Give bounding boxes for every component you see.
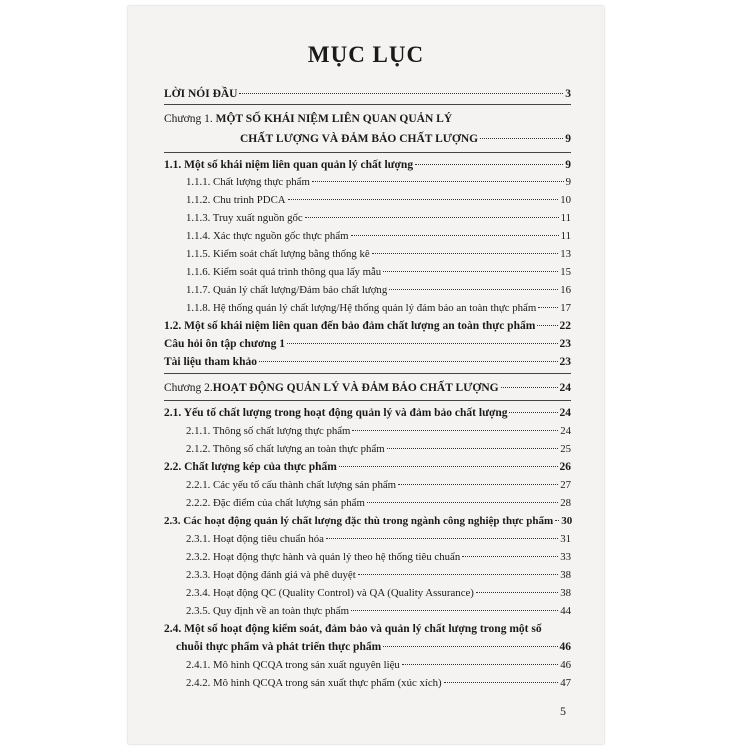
toc-entry-2-2-2[interactable]	[186, 497, 571, 510]
toc-entry-2-4-1[interactable]	[186, 659, 571, 672]
toc-page: 22	[559, 320, 571, 332]
dot-leader	[351, 235, 559, 236]
toc-page: 11	[560, 212, 571, 224]
dot-leader	[387, 448, 559, 449]
toc-label: 2.3.4. Hoạt động QC (Quality Control) và QA (Quality Assurance)	[186, 587, 474, 599]
toc-label: 2.1. Yếu tố chất lượng trong hoạt động quản lý và đảm bảo chất lượng	[164, 407, 508, 419]
toc-page: 17	[560, 302, 571, 314]
divider	[164, 373, 571, 374]
dot-leader	[537, 325, 557, 326]
toc-entry-1-1[interactable]	[164, 159, 571, 172]
toc-page: 44	[560, 605, 571, 617]
chapter-title: MỘT SỐ KHÁI NIỆM LIÊN QUAN QUẢN LÝ	[215, 113, 453, 125]
chapter-prefix: Chương 2.	[164, 382, 213, 394]
toc-entry-chapter-1-cont[interactable]	[240, 133, 571, 145]
toc-label: 2.4.1. Mô hình QCQA trong sản xuất nguyên liệu	[186, 659, 400, 671]
toc-entry-chapter-2[interactable]	[164, 382, 571, 395]
toc-label: 2.4.2. Mô hình QCQA trong sản xuất thực phẩm (xúc xích)	[186, 677, 442, 689]
dot-leader	[287, 343, 558, 344]
toc-page: 47	[560, 677, 571, 689]
toc-page: 11	[560, 230, 571, 242]
dot-leader	[367, 502, 558, 503]
chapter-prefix: Chương 1.	[164, 113, 216, 125]
toc-entry-2-4-2[interactable]	[186, 677, 571, 690]
toc-label: 2.2. Chất lượng kép của thực phẩm	[164, 461, 337, 473]
toc-label: 1.1.6. Kiểm soát quá trình thông qua lấy mẫu	[186, 266, 382, 278]
toc-page: 13	[560, 248, 571, 260]
toc-entry-2-1-1[interactable]	[186, 425, 571, 438]
dot-leader	[402, 664, 558, 665]
toc-page: 33	[560, 551, 571, 563]
toc-entry-1-1-4[interactable]	[186, 230, 571, 243]
toc-label: 2.3.1. Hoạt động tiêu chuẩn hóa	[186, 533, 324, 545]
toc-label-cont: chuỗi thực phẩm và phát triển thực phẩm	[176, 641, 382, 653]
page-title: MỤC LỤC	[307, 42, 425, 67]
dot-leader	[501, 387, 558, 388]
toc-entry-chapter-1[interactable]	[164, 113, 571, 125]
toc-label: Tài liệu tham khảo	[164, 356, 257, 368]
toc-entry-1-1-5[interactable]	[186, 248, 571, 261]
toc-page: 9	[565, 133, 571, 145]
dot-leader	[509, 412, 557, 413]
toc-entry-2-2[interactable]	[164, 461, 571, 474]
toc-entry-1-1-7[interactable]	[186, 284, 571, 297]
page-number: 5	[560, 704, 566, 718]
toc-page: 16	[560, 284, 571, 296]
chapter-title: HOẠT ĐỘNG QUẢN LÝ VÀ ĐẢM BẢO CHẤT LƯỢNG	[212, 382, 499, 394]
toc-page: 28	[560, 497, 571, 509]
dot-leader	[351, 610, 558, 611]
toc-entry-review-1[interactable]	[164, 338, 571, 351]
toc-entry-2-3-3[interactable]	[186, 569, 571, 582]
toc-label: 1.1.7. Quản lý chất lượng/Đảm bảo chất lượng	[186, 284, 388, 296]
toc-entry-2-4[interactable]	[164, 623, 571, 635]
divider	[164, 400, 571, 401]
dot-leader	[352, 430, 558, 431]
toc-page: 38	[560, 569, 571, 581]
toc-label: 1.2. Một số khái niệm liên quan đến bảo đảm chất lượng an toàn thực phẩm	[164, 320, 536, 332]
dot-leader	[372, 253, 559, 254]
dot-leader	[305, 217, 559, 218]
toc-page: 24	[560, 425, 571, 437]
toc-page: 3	[565, 88, 571, 100]
toc-entry-2-3-5[interactable]	[186, 605, 571, 618]
toc-label: 1.1.8. Hệ thống quản lý chất lượng/Hệ thống quản lý đảm bảo an toàn thực phẩm	[186, 302, 537, 314]
toc-label: 1.1.2. Chu trình PDCA	[186, 194, 286, 206]
toc-entry-references-1[interactable]	[164, 356, 571, 369]
toc-page: 10	[560, 194, 571, 206]
toc-page: 46	[560, 659, 571, 671]
toc-page: 23	[559, 338, 571, 350]
toc-page: 24	[559, 407, 571, 419]
toc-entry-1-1-2[interactable]	[186, 194, 571, 207]
toc-entry-2-3-1[interactable]	[186, 533, 571, 546]
toc-entry-2-1[interactable]	[164, 407, 571, 420]
toc-page: 46	[559, 641, 571, 653]
toc-label: 1.1.1. Chất lượng thực phẩm	[186, 176, 310, 188]
dot-leader	[555, 520, 559, 521]
toc-entry-1-1-8[interactable]	[186, 302, 571, 315]
toc-page: 26	[559, 461, 571, 473]
dot-leader	[239, 93, 563, 94]
toc-entry-2-3-4[interactable]	[186, 587, 571, 600]
toc-page: 38	[560, 587, 571, 599]
dot-leader	[288, 199, 559, 200]
toc-label: 2.4. Một số hoạt động kiểm soát, đảm bảo và quản lý chất lượng trong một số	[164, 623, 542, 635]
toc-page: 23	[559, 356, 571, 368]
toc-label: 2.3.5. Quy định về an toàn thực phẩm	[186, 605, 349, 617]
toc-page: 24	[559, 382, 571, 394]
chapter-title-cont: CHẤT LƯỢNG VÀ ĐẢM BẢO CHẤT LƯỢNG	[240, 133, 479, 145]
dot-leader	[480, 138, 563, 139]
toc-entry-2-3-2[interactable]	[186, 551, 571, 564]
toc-entry-2-2-1[interactable]	[186, 479, 571, 492]
dot-leader	[383, 271, 558, 272]
toc-page: 9	[565, 176, 571, 188]
toc-entry-1-1-3[interactable]	[186, 212, 571, 225]
toc-label: 1.1.5. Kiểm soát chất lượng bằng thống kê	[186, 248, 370, 260]
toc-label: Câu hỏi ôn tập chương 1	[164, 338, 285, 350]
dot-leader	[259, 361, 558, 362]
toc-page: 15	[560, 266, 571, 278]
toc-label: 2.2.1. Các yếu tố cấu thành chất lượng sản phẩm	[186, 479, 397, 491]
dot-leader	[462, 556, 558, 557]
toc-entry-1-2[interactable]	[164, 320, 571, 333]
divider	[164, 152, 571, 153]
toc-page: 27	[560, 479, 571, 491]
toc-entry-preface[interactable]	[164, 88, 571, 101]
toc-entry-1-1-6[interactable]	[186, 266, 571, 279]
toc-page: 25	[560, 443, 571, 455]
toc-page: 31	[560, 533, 571, 545]
toc-label: 2.1.1. Thông số chất lượng thực phẩm	[186, 425, 351, 437]
toc-label: 2.3.2. Hoạt động thực hành và quản lý theo hệ thống tiêu chuẩn	[186, 551, 461, 563]
toc-label: 2.3.3. Hoạt động đánh giá và phê duyệt	[186, 569, 356, 581]
divider	[164, 104, 571, 105]
toc-label: 1.1.3. Truy xuất nguồn gốc	[186, 212, 303, 224]
toc-entry-2-1-2[interactable]	[186, 443, 571, 456]
toc-label: 1.1.4. Xác thực nguồn gốc thực phẩm	[186, 230, 349, 242]
toc-label: 2.1.2. Thông số chất lượng an toàn thực phẩm	[186, 443, 385, 455]
toc-page: 30	[561, 515, 573, 527]
dot-leader	[339, 466, 558, 467]
toc-entry-2-3[interactable]	[164, 515, 571, 528]
dot-leader	[476, 592, 558, 593]
toc-label: 2.2.2. Đặc điểm của chất lượng sản phẩm	[186, 497, 365, 509]
toc-label: 1.1. Một số khái niệm liên quan quản lý chất lượng	[164, 159, 414, 171]
dot-leader	[538, 307, 558, 308]
toc-page: 9	[565, 159, 571, 171]
dot-leader	[444, 682, 559, 683]
dot-leader	[358, 574, 558, 575]
toc-entry-1-1-1[interactable]	[186, 176, 571, 189]
dot-leader	[326, 538, 558, 539]
dot-leader	[415, 164, 563, 165]
toc-label: 2.3. Các hoạt động quản lý chất lượng đặc thù trong ngành công nghiệp thực phẩm	[164, 515, 554, 527]
dot-leader	[383, 646, 557, 647]
toc-label: LỜI NÓI ĐẦU	[164, 88, 238, 100]
dot-leader	[312, 181, 564, 182]
dot-leader	[389, 289, 558, 290]
dot-leader	[398, 484, 558, 485]
toc-entry-2-4-cont[interactable]	[176, 641, 571, 653]
